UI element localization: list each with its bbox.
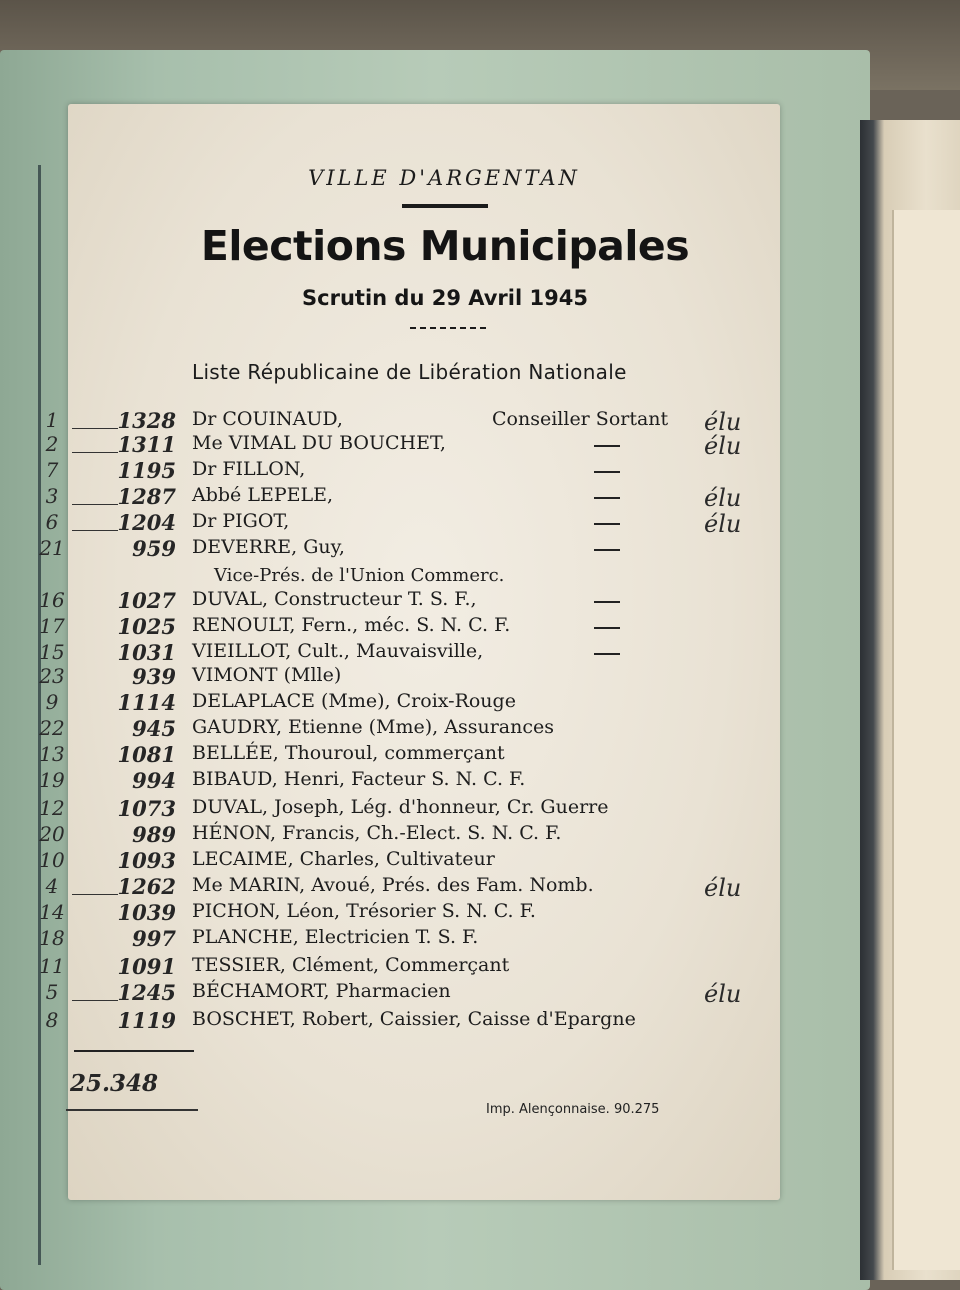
candidate-rank: 3 — [45, 484, 59, 508]
candidate-name: DUVAL, Constructeur T. S. F., — [192, 588, 477, 610]
candidate-votes: 1025 — [117, 614, 176, 639]
ditto-dash — [594, 523, 620, 525]
candidate-rank: 19 — [39, 768, 65, 792]
handwritten-total: 25.348 — [70, 1070, 159, 1097]
candidate-name: TESSIER, Clément, Commerçant — [192, 954, 510, 976]
candidate-votes: 997 — [132, 926, 176, 951]
candidate-rank: 8 — [45, 1008, 59, 1032]
candidate-row — [0, 664, 960, 690]
candidate-row — [0, 742, 960, 768]
candidate-row — [0, 588, 960, 614]
candidate-votes: 945 — [132, 716, 176, 741]
total-rule-bottom — [66, 1109, 198, 1111]
candidate-row — [0, 510, 960, 536]
candidate-name: PICHON, Léon, Trésorier S. N. C. F. — [192, 900, 536, 922]
candidate-votes: 1093 — [117, 848, 176, 873]
candidate-rank: 7 — [45, 458, 59, 482]
elected-mark: élu — [704, 408, 742, 436]
candidate-name: DUVAL, Joseph, Lég. d'honneur, Cr. Guerre — [192, 796, 609, 818]
candidate-rank: 13 — [39, 742, 65, 766]
candidate-rank: 17 — [39, 614, 65, 638]
candidate-row — [0, 926, 960, 952]
candidate-votes: 959 — [132, 536, 176, 561]
candidate-rank: 18 — [39, 926, 65, 950]
candidate-row — [0, 796, 960, 822]
ditto-dash — [594, 445, 620, 447]
list-name: Liste Républicaine de Libération Nationale — [192, 360, 627, 384]
ditto-dash — [594, 497, 620, 499]
candidate-votes: 1195 — [117, 458, 176, 483]
candidate-votes: 1311 — [117, 432, 176, 457]
candidate-rank: 11 — [39, 954, 65, 978]
candidate-subline: Vice-Prés. de l'Union Commerc. — [214, 565, 505, 586]
candidate-name: Dr FILLON, — [192, 458, 306, 480]
candidate-votes: 989 — [132, 822, 176, 847]
elected-mark: élu — [704, 874, 742, 902]
candidate-name: PLANCHE, Electricien T. S. F. — [192, 926, 479, 948]
candidate-rank: 14 — [39, 900, 65, 924]
candidate-row — [0, 900, 960, 926]
candidate-votes: 1262 — [117, 874, 176, 899]
candidate-votes: 1027 — [117, 588, 176, 613]
candidate-rank: 2 — [45, 432, 59, 456]
candidate-rank: 22 — [39, 716, 65, 740]
candidate-name: BELLÉE, Thouroul, commerçant — [192, 742, 505, 764]
total-rule-top — [74, 1050, 194, 1052]
candidate-row — [0, 874, 960, 900]
candidate-name: BÉCHAMORT, Pharmacien — [192, 980, 451, 1002]
candidate-name: Me MARIN, Avoué, Prés. des Fam. Nomb. — [192, 874, 594, 896]
candidate-name: GAUDRY, Etienne (Mme), Assurances — [192, 716, 554, 738]
candidate-row — [0, 458, 960, 484]
candidate-name: BIBAUD, Henri, Facteur S. N. C. F. — [192, 768, 526, 790]
elected-mark: élu — [704, 432, 742, 460]
ditto-dash — [594, 549, 620, 551]
candidate-name: LECAIME, Charles, Cultivateur — [192, 848, 495, 870]
candidate-rank: 15 — [39, 640, 65, 664]
candidate-name: VIEILLOT, Cult., Mauvaisville, — [192, 640, 484, 662]
candidate-rank: 20 — [39, 822, 65, 846]
candidate-votes: 1328 — [117, 408, 176, 433]
subtitle-rule — [410, 327, 486, 329]
candidate-rank: 6 — [45, 510, 59, 534]
candidate-votes: 1031 — [117, 640, 176, 665]
candidate-row — [0, 640, 960, 666]
candidate-votes: 1287 — [117, 484, 176, 509]
candidate-votes: 994 — [132, 768, 176, 793]
candidate-rank: 16 — [39, 588, 65, 612]
candidate-name: DELAPLACE (Mme), Croix-Rouge — [192, 690, 516, 712]
candidate-votes: 1091 — [117, 954, 176, 979]
candidate-votes: 1114 — [117, 690, 176, 715]
candidate-rank: 4 — [45, 874, 59, 898]
page-subtitle: Scrutin du 29 Avril 1945 — [302, 286, 588, 310]
candidate-name: DEVERRE, Guy, — [192, 536, 345, 558]
candidate-name: Me VIMAL DU BOUCHET, — [192, 432, 446, 454]
candidate-rank: 21 — [39, 536, 65, 560]
candidate-votes: 1073 — [117, 796, 176, 821]
elected-mark: élu — [704, 484, 742, 512]
candidate-rank: 5 — [45, 980, 59, 1004]
candidate-rank: 9 — [45, 690, 59, 714]
candidate-name: HÉNON, Francis, Ch.-Elect. S. N. C. F. — [192, 822, 562, 844]
candidate-row — [0, 484, 960, 510]
candidate-name: Abbé LEPELE, — [192, 484, 333, 506]
candidate-votes: 1081 — [117, 742, 176, 767]
candidate-row — [0, 536, 960, 562]
candidate-rank: 1 — [45, 408, 59, 432]
page-title: Elections Municipales — [200, 222, 690, 270]
ditto-dash — [594, 471, 620, 473]
ditto-dash — [594, 627, 620, 629]
candidate-votes: 1119 — [117, 1008, 176, 1033]
city-heading: VILLE D'ARGENTAN — [308, 166, 580, 190]
candidate-row — [0, 954, 960, 980]
candidate-row — [0, 1008, 960, 1034]
candidate-votes: 939 — [132, 664, 176, 689]
candidate-row — [0, 408, 960, 434]
candidate-row — [0, 980, 960, 1006]
candidate-name: Dr PIGOT, — [192, 510, 290, 532]
printer-imprint: Imp. Alençonnaise. 90.275 — [486, 1102, 660, 1117]
candidate-votes: 1204 — [117, 510, 176, 535]
candidate-note: Conseiller Sortant — [492, 408, 669, 430]
candidate-row — [0, 768, 960, 794]
elected-mark: élu — [704, 980, 742, 1008]
candidate-votes: 1245 — [117, 980, 176, 1005]
candidate-name: RENOULT, Fern., méc. S. N. C. F. — [192, 614, 511, 636]
candidate-rank: 23 — [39, 664, 65, 688]
candidate-row — [0, 716, 960, 742]
candidate-name: Dr COUINAUD, — [192, 408, 343, 430]
candidate-name: BOSCHET, Robert, Caissier, Caisse d'Epargne — [192, 1008, 636, 1030]
candidate-rank: 12 — [39, 796, 65, 820]
candidate-row — [0, 614, 960, 640]
heading-rule — [402, 204, 488, 208]
candidate-row — [0, 690, 960, 716]
candidate-row — [0, 432, 960, 458]
elected-mark: élu — [704, 510, 742, 538]
ditto-dash — [594, 601, 620, 603]
candidate-row — [0, 848, 960, 874]
candidate-votes: 1039 — [117, 900, 176, 925]
candidate-row — [0, 822, 960, 848]
candidate-name: VIMONT (Mlle) — [192, 664, 342, 686]
ditto-dash — [594, 653, 620, 655]
candidate-rank: 10 — [39, 848, 65, 872]
